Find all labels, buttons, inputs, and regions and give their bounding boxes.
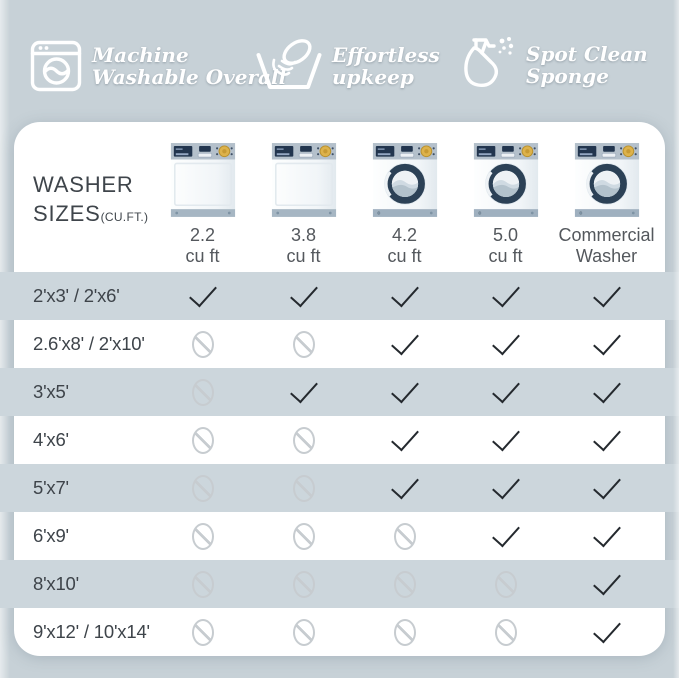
rug-size-label: 2'x3' / 2'x6' — [33, 285, 120, 306]
title-line-1: WASHER — [33, 172, 134, 197]
washer-size-label: 2.2 cu ft — [185, 225, 220, 266]
washing-machine-icon — [30, 40, 82, 92]
not-allowed-icon — [152, 416, 253, 464]
rug-size-label: 8'x10' — [33, 573, 79, 594]
rug-size-label: 4'x6' — [33, 429, 69, 450]
not-allowed-icon — [354, 560, 455, 608]
table-row — [0, 416, 679, 464]
washer-column — [253, 138, 354, 266]
check-icon — [354, 320, 455, 368]
front-load-washer-icon — [572, 138, 642, 220]
not-allowed-icon — [455, 560, 556, 608]
feature-label-line: Washable Overall — [92, 65, 287, 89]
feature-effortless-upkeep — [256, 38, 440, 94]
check-icon — [354, 368, 455, 416]
washer-size-label: 3.8 cu ft — [286, 225, 321, 266]
rug-size-label: 2.6'x8' / 2'x10' — [33, 333, 145, 354]
washer-size-label: 5.0 cu ft — [488, 225, 523, 266]
not-allowed-icon — [152, 320, 253, 368]
not-allowed-icon — [354, 512, 455, 560]
check-icon — [253, 272, 354, 320]
table-row — [0, 320, 679, 368]
washer-size-label: Commercial Washer — [558, 225, 655, 266]
table-rows — [0, 272, 679, 656]
check-icon — [455, 416, 556, 464]
not-allowed-icon — [152, 608, 253, 656]
table-row — [0, 560, 679, 608]
washer-size-label: 4.2 cu ft — [387, 225, 422, 266]
check-icon — [253, 368, 354, 416]
feature-label — [332, 44, 440, 89]
washer-column — [556, 138, 657, 266]
not-allowed-icon — [152, 368, 253, 416]
top-load-washer-icon — [269, 138, 339, 220]
table-row — [0, 512, 679, 560]
table-row — [0, 608, 679, 656]
rug-size-label: 9'x12' / 10'x14' — [33, 621, 150, 642]
washer-column — [152, 138, 253, 266]
check-icon — [354, 272, 455, 320]
check-icon — [556, 416, 657, 464]
spray-bottle-icon — [458, 34, 516, 96]
feature-label-line: Machine — [92, 42, 189, 67]
feature-machine-washable — [30, 40, 286, 92]
washer-column — [354, 138, 455, 266]
check-icon — [455, 320, 556, 368]
not-allowed-icon — [152, 464, 253, 512]
columns-header — [0, 138, 679, 266]
table-row — [0, 272, 679, 320]
check-icon — [556, 512, 657, 560]
front-load-washer-icon — [370, 138, 440, 220]
not-allowed-icon — [253, 464, 354, 512]
feature-spot-clean — [458, 34, 648, 96]
title-suffix: (CU.FT.) — [100, 210, 149, 225]
rug-size-label: 6'x9' — [33, 525, 69, 546]
not-allowed-icon — [253, 320, 354, 368]
table-row — [0, 368, 679, 416]
not-allowed-icon — [354, 608, 455, 656]
feature-label-line: Spot Clean — [526, 41, 648, 66]
check-icon — [455, 272, 556, 320]
title-line-2: SIZES(CU.FT.) — [33, 201, 149, 227]
check-icon — [556, 608, 657, 656]
feature-label-line: Effortless — [332, 42, 440, 67]
check-icon — [354, 464, 455, 512]
front-load-washer-icon — [471, 138, 541, 220]
feature-label — [526, 43, 648, 88]
check-icon — [152, 272, 253, 320]
check-icon — [455, 464, 556, 512]
not-allowed-icon — [253, 512, 354, 560]
washer-column — [455, 138, 556, 266]
top-load-washer-icon — [168, 138, 238, 220]
check-icon — [556, 560, 657, 608]
check-icon — [455, 368, 556, 416]
check-icon — [556, 272, 657, 320]
rug-size-label: 3'x5' — [33, 381, 69, 402]
table-row — [0, 464, 679, 512]
not-allowed-icon — [253, 608, 354, 656]
check-icon — [556, 320, 657, 368]
not-allowed-icon — [455, 608, 556, 656]
check-icon — [556, 368, 657, 416]
rug-size-label: 5'x7' — [33, 477, 69, 498]
hand-wash-icon — [256, 38, 322, 94]
feature-label-line: upkeep — [332, 65, 414, 89]
not-allowed-icon — [253, 416, 354, 464]
check-icon — [455, 512, 556, 560]
check-icon — [556, 464, 657, 512]
check-icon — [354, 416, 455, 464]
not-allowed-icon — [152, 560, 253, 608]
feature-label-line: Sponge — [526, 64, 610, 88]
not-allowed-icon — [253, 560, 354, 608]
not-allowed-icon — [152, 512, 253, 560]
